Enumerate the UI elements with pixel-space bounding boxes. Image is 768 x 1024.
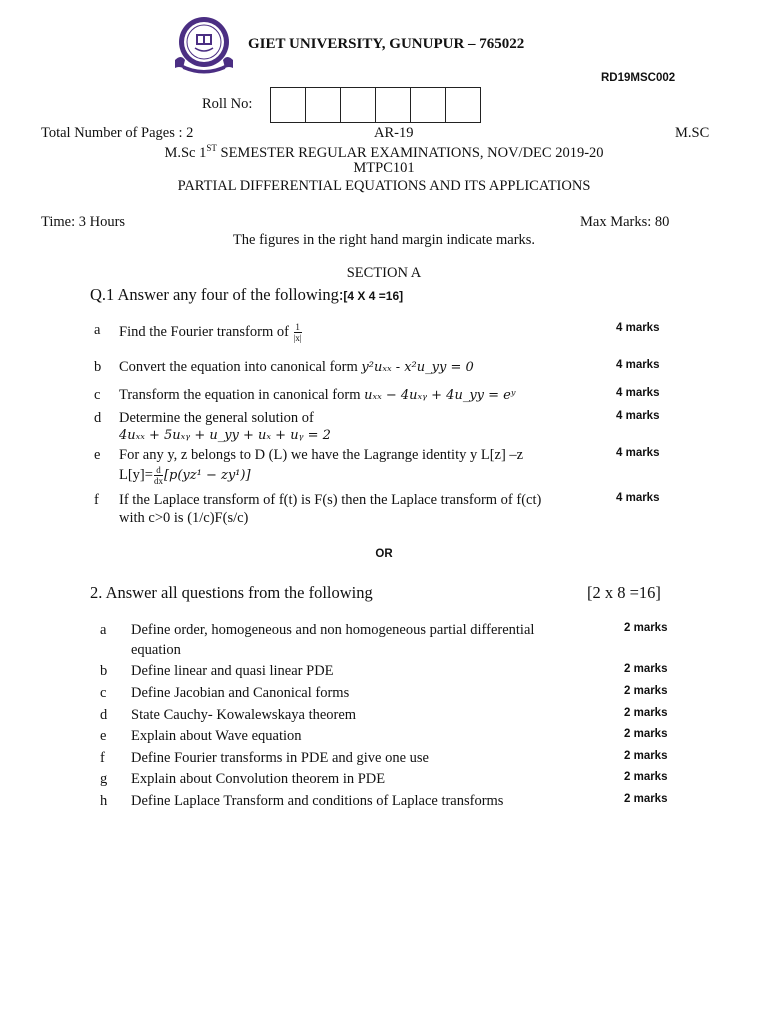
roll-no-label: Roll No: (202, 96, 253, 112)
max-marks: Max Marks: 80 (580, 214, 670, 230)
q1-item-letter: e (94, 447, 101, 463)
q1-item-letter: f (94, 492, 99, 508)
q1-item-marks: 4 marks (616, 322, 660, 334)
q2-item-text: Explain about Convolution theorem in PDE (131, 771, 386, 787)
q1-item-text: Convert the equation into canonical form y²uₓₓ - x²u_yy = 0 (119, 359, 474, 375)
q1-item-marks: 4 marks (616, 359, 660, 371)
or-separator: OR (375, 548, 393, 560)
q1-item-text: If the Laplace transform of f(t) is F(s) then the Laplace transform of f(ct) (119, 492, 542, 508)
section-title: SECTION A (346, 265, 422, 281)
q2-item-marks: 2 marks (624, 685, 668, 697)
q2-item-marks: 2 marks (624, 793, 668, 805)
subject-name: PARTIAL DIFFERENTIAL EQUATIONS AND ITS APPLICATIONS (177, 178, 591, 194)
q1-item-marks: 4 marks (616, 447, 660, 459)
q2-item-letter: a (100, 622, 107, 638)
q1-item-marks: 4 marks (616, 387, 660, 399)
roll-digit-box[interactable] (270, 87, 306, 123)
q2-item-letter: f (100, 750, 105, 766)
q1-item-equation: 4uₓₓ + 5uₓᵧ + u_yy + uₓ + uᵧ = 2 (119, 428, 331, 443)
q2-item-letter: d (100, 707, 108, 723)
fraction: $\frac{1}{|x|}$ (293, 322, 302, 343)
exam-title: M.Sc 1ST SEMESTER REGULAR EXAMINATIONS, NOV/DEC 2019-20 (164, 143, 604, 161)
q2-item-text: Define Laplace Transform and conditions of Laplace transforms (131, 793, 504, 809)
margin-note: The figures in the right hand margin indicate marks. (232, 232, 536, 248)
paper-code: RD19MSC002 (601, 72, 676, 84)
roll-digit-box[interactable] (305, 87, 341, 123)
university-logo (171, 14, 237, 76)
q1-item-letter: d (94, 410, 102, 426)
roll-digit-box[interactable] (340, 87, 376, 123)
regulation: AR-19 (374, 125, 414, 141)
q1-heading: Q.1 Answer any four of the following:[4 X 4 =16] (90, 285, 404, 304)
q2-item-text: State Cauchy- Kowalewskaya theorem (131, 707, 357, 723)
q2-item-marks: 2 marks (624, 728, 668, 740)
q2-marks: [2 x 8 =16] (587, 583, 661, 602)
q2-item-text: Explain about Wave equation (131, 728, 302, 744)
q1-item-equation: L[y]= $\frac{d}{dx}$ [p(yz¹ − zy¹)] (119, 465, 251, 486)
q1-item-text: For any y, z belongs to D (L) we have the Lagrange identity y L[z] –z (119, 447, 524, 463)
q2-item-text-line2: equation (131, 642, 181, 658)
q1-item-text: Determine the general solution of (119, 410, 314, 426)
q1-item-letter: a (94, 322, 101, 338)
q2-item-text: Define Jacobian and Canonical forms (131, 685, 350, 701)
q1-item-letter: b (94, 359, 102, 375)
subject-code: MTPC101 (353, 160, 415, 176)
q2-item-letter: e (100, 728, 107, 744)
q1-item-text: Transform the equation in canonical form uₓₓ − 4uₓᵧ + 4u_yy = eʸ (119, 387, 516, 403)
fraction: $\frac{d}{dx}$ (153, 465, 163, 486)
q1-item-marks: 4 marks (616, 410, 660, 422)
roll-digit-box[interactable] (375, 87, 411, 123)
q2-item-text: Define linear and quasi linear PDE (131, 663, 334, 679)
q2-item-letter: g (100, 771, 108, 787)
q1-item-text: Find the Fourier transform of $\frac{1}{|x|}$ (119, 322, 302, 343)
q2-item-letter: h (100, 793, 108, 809)
q2-item-letter: c (100, 685, 107, 701)
program: M.SC (675, 125, 710, 141)
q2-item-marks: 2 marks (624, 750, 668, 762)
q2-item-text: Define order, homogeneous and non homogeneous partial differential (131, 622, 535, 638)
q2-heading: 2. Answer all questions from the following (90, 583, 373, 602)
roll-no-boxes[interactable] (270, 87, 481, 122)
q2-item-marks: 2 marks (624, 707, 668, 719)
total-pages: Total Number of Pages : 2 (41, 125, 194, 141)
q2-item-text: Define Fourier transforms in PDE and give one use (131, 750, 429, 766)
q1-item-marks: 4 marks (616, 492, 660, 504)
q2-item-marks: 2 marks (624, 622, 668, 634)
roll-digit-box[interactable] (410, 87, 446, 123)
exam-time: Time: 3 Hours (41, 214, 126, 230)
q1-item-text-line2: with c>0 is (1/c)F(s/c) (119, 510, 249, 526)
roll-digit-box[interactable] (445, 87, 481, 123)
university-title: GIET UNIVERSITY, GUNUPUR – 765022 (248, 36, 525, 52)
q2-item-marks: 2 marks (624, 771, 668, 783)
q2-item-marks: 2 marks (624, 663, 668, 675)
q2-item-letter: b (100, 663, 108, 679)
q1-item-letter: c (94, 387, 101, 403)
